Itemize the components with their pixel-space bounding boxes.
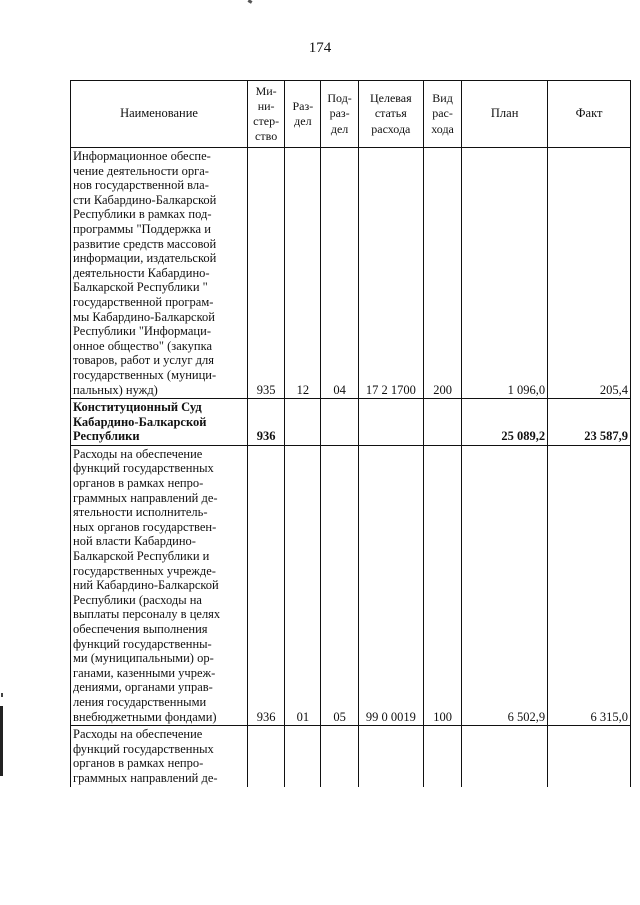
row-name: Конституционный Суд Кабардино-Балкарской Республики bbox=[71, 399, 248, 446]
row-target-article bbox=[358, 399, 423, 446]
header-ministry: Ми- ни- стер- ство bbox=[248, 81, 285, 148]
row-target-article: 99 0 0019 bbox=[358, 445, 423, 725]
row-plan bbox=[462, 726, 548, 787]
row-ministry: 936 bbox=[248, 445, 285, 725]
row-target-article: 17 2 1700 bbox=[358, 148, 423, 399]
row-target-article bbox=[358, 726, 423, 787]
header-target-article: Целевая статья расхода bbox=[358, 81, 423, 148]
table-row bbox=[71, 148, 631, 399]
table-row bbox=[71, 445, 631, 725]
row-section: 12 bbox=[285, 148, 321, 399]
row-fact: 205,4 bbox=[548, 148, 631, 399]
row-subsection: 04 bbox=[321, 148, 358, 399]
scan-artifact-dot bbox=[1, 693, 3, 697]
scan-artifact-left-bar bbox=[0, 706, 3, 776]
row-subsection bbox=[321, 399, 358, 446]
row-expense-type: 100 bbox=[423, 445, 461, 725]
row-expense-type bbox=[423, 399, 461, 446]
row-plan: 1 096,0 bbox=[462, 148, 548, 399]
row-subsection bbox=[321, 726, 358, 787]
row-name: Расходы на обеспечение функций государственных органов в рамках непро- граммных направлений де- ятельности исполнитель- ных органов государствен- ной власти Кабардино- Балкарской Республики и государственных учрежде- ний Кабардино-Балкарской Республики (расходы на выплаты персоналу в целях обеспечения выполнения функций государственны- ми (муниципальными) ор- ганами, казенными учреж- дениями, органами управ- ления государственными внебюджетными фондами) bbox=[71, 445, 248, 725]
row-subsection: 05 bbox=[321, 445, 358, 725]
header-expense-type: Вид рас- хода bbox=[423, 81, 461, 148]
row-ministry bbox=[248, 726, 285, 787]
row-fact: 6 315,0 bbox=[548, 445, 631, 725]
row-name: Расходы на обеспечение функций государственных органов в рамках непро- граммных направлений де- bbox=[71, 726, 248, 787]
header-subsection: Под- раз- дел bbox=[321, 81, 358, 148]
row-ministry: 936 bbox=[248, 399, 285, 446]
row-expense-type bbox=[423, 726, 461, 787]
table-row bbox=[71, 399, 631, 446]
row-plan: 25 089,2 bbox=[462, 399, 548, 446]
row-name: Информационное обеспе- чение деятельности орга- нов государственной вла- сти Кабардино-Балкарской Республики в рамках под- программы "Поддержка и развитие средств массовой информации, издательской деятельности Кабардино- Балкарской Республики " государственной програм- мы Кабардино-Балкарской Республики "Информаци- онное общество" (закупка товаров, работ и услуг для государственных (муници- пальных) нужд) bbox=[71, 148, 248, 399]
page-number: 174 bbox=[308, 40, 332, 56]
header-section: Раз- дел bbox=[285, 81, 321, 148]
row-fact bbox=[548, 726, 631, 787]
row-section bbox=[285, 726, 321, 787]
header-plan: План bbox=[462, 81, 548, 148]
row-section: 01 bbox=[285, 445, 321, 725]
row-fact: 23 587,9 bbox=[548, 399, 631, 446]
table-row bbox=[71, 726, 631, 787]
table-header-row bbox=[71, 81, 631, 148]
budget-table bbox=[70, 80, 631, 787]
row-ministry: 935 bbox=[248, 148, 285, 399]
scan-artifact-top bbox=[248, 0, 253, 4]
header-fact: Факт bbox=[548, 81, 631, 148]
header-name: Наименование bbox=[71, 81, 248, 148]
row-expense-type: 200 bbox=[423, 148, 461, 399]
row-plan: 6 502,9 bbox=[462, 445, 548, 725]
row-section bbox=[285, 399, 321, 446]
